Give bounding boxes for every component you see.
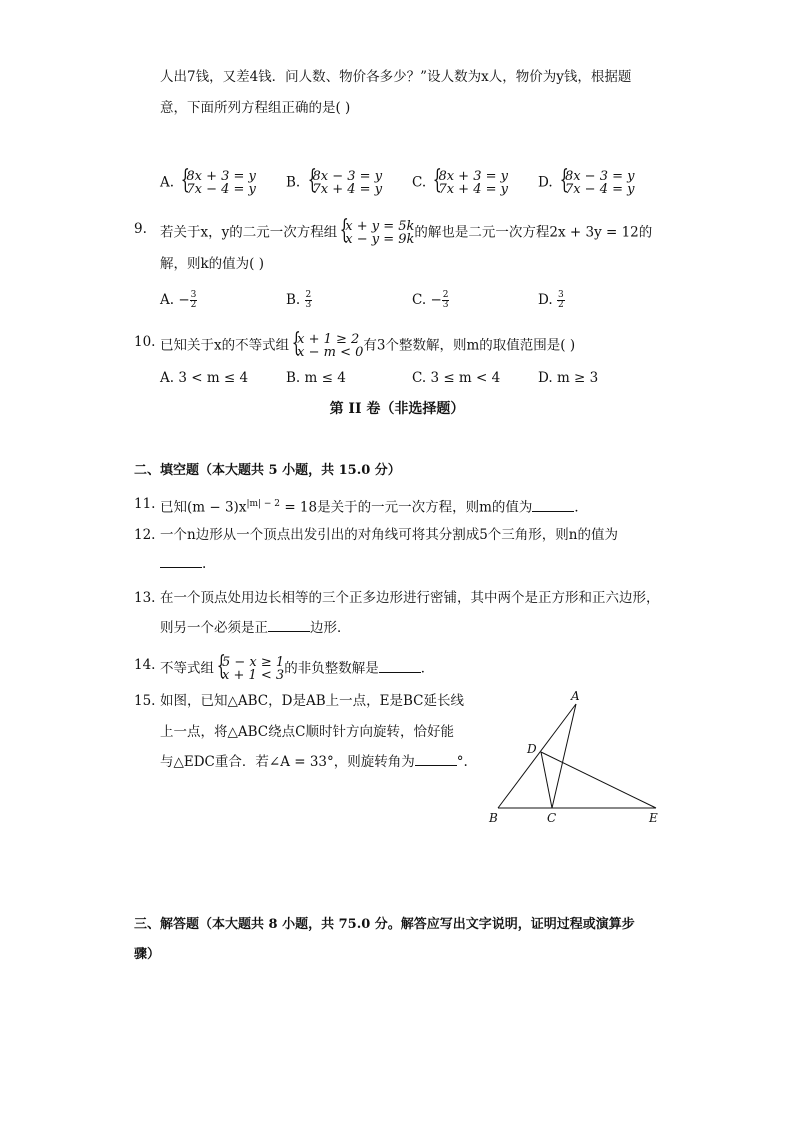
q13-stem-line1: 在一个顶点处用边长相等的三个正多边形进行密铺，其中两个是正方形和正六边形， <box>160 590 660 606</box>
section-title-3-cont: 骤） <box>134 947 161 962</box>
q12-answer-line: . <box>160 555 206 573</box>
q9-stem-line1: 若关于x，y的二元一次方程组 { x + y = 5k x − y = 9k 的解也是二元一次方程2x + 3y = 12的 <box>160 220 652 246</box>
equation-system: { 8x − 3 = y 7x + 4 = y <box>305 170 383 196</box>
q11-number: 11. <box>134 496 156 512</box>
q9-option-c[interactable]: C. − $\frac{2}{3}$ <box>412 290 449 310</box>
segment-dc <box>541 752 552 808</box>
q9-option-a[interactable]: A. − $\frac{3}{2}$ <box>160 290 197 310</box>
q13-stem-line2: 则另一个必须是正 边形． <box>160 620 351 636</box>
q11-stem: 已知$(m - 3)x^{|m| - 2} = 18$是关于的一元一次方程，则m的值为 ． <box>160 499 588 516</box>
answer-blank[interactable] <box>415 753 457 766</box>
q8-stem-line1: 人出7钱，又差4钱．问人数、物价各多少？”设人数为x人，物价为y钱，根据题 <box>160 69 632 85</box>
q10-option-c[interactable]: C. 3 ≤ m < 4 <box>412 370 501 386</box>
section-title-3: 三、解答题（本大题共 8 小题，共 75.0 分。解答应写出文字说明，证明过程或演算步 <box>134 917 635 932</box>
q8-option-b[interactable]: B. { 8x − 3 = y 7x + 4 = y <box>286 170 382 196</box>
part-title: 第 II 卷（非选择题） <box>329 401 465 417</box>
q9-stem-line2: 解，则k的值为( ) <box>160 256 265 272</box>
inequality-system: { 5 − x ≥ 1 x + 1 < 3 <box>214 656 284 682</box>
q10-option-a[interactable]: A. 3 < m ≤ 4 <box>160 370 249 386</box>
label-a: A <box>571 689 580 703</box>
answer-blank[interactable] <box>379 660 421 673</box>
q8-stem-line2: 意，下面所列方程组正确的是( ) <box>160 100 351 116</box>
q12-number: 12. <box>134 527 156 543</box>
q8-option-c[interactable]: C. { 8x + 3 = y 7x + 4 = y <box>412 170 508 196</box>
q10-option-d[interactable]: D. m ≥ 3 <box>538 370 599 386</box>
q9-number: 9. <box>134 221 147 237</box>
equation-system: { 8x + 3 = y 7x − 4 = y <box>178 170 256 196</box>
q10-option-b[interactable]: B. m ≤ 4 <box>286 370 346 386</box>
answer-blank[interactable] <box>532 499 574 512</box>
label-e: E <box>649 811 658 825</box>
equation-system: { x + y = 5k x − y = 9k <box>337 220 414 246</box>
label-c: C <box>547 811 557 825</box>
equation-system: { 8x − 3 = y 7x − 4 = y <box>557 170 635 196</box>
answer-blank[interactable] <box>268 619 310 632</box>
label-d: D <box>527 742 537 756</box>
q8-option-a[interactable]: A. { 8x + 3 = y 7x − 4 = y <box>160 170 256 196</box>
q9-option-d[interactable]: D. $\frac{3}{2}$ <box>538 290 564 310</box>
q12-stem: 一个n边形从一个顶点出发引出的对角线可将其分割成5个三角形，则n的值为 <box>160 527 618 543</box>
q14-stem: 不等式组 { 5 − x ≥ 1 x + 1 < 3 的非负整数解是 ． <box>160 656 434 682</box>
q15-number: 15. <box>134 693 156 709</box>
answer-blank[interactable] <box>160 555 202 568</box>
q15-stem-line1: 如图，已知△ABC，D是AB上一点，E是BC延长线 <box>160 693 464 709</box>
equation-system: { 8x + 3 = y 7x + 4 = y <box>430 170 508 196</box>
q9-option-b[interactable]: B. $\frac{2}{3}$ <box>286 290 312 310</box>
q15-stem-line3: 与△EDC重合．若∠A = 33°，则旋转角为 °. <box>160 754 468 770</box>
q14-number: 14. <box>134 657 156 673</box>
triangle-figure <box>480 685 670 830</box>
inequality-system: { x + 1 ≥ 2 x − m < 0 <box>289 333 363 359</box>
label-b: B <box>489 811 498 825</box>
q10-number: 10. <box>134 334 156 350</box>
q10-stem: 已知关于x的不等式组 { x + 1 ≥ 2 x − m < 0 有3个整数解，则m的取值范围是( ) <box>160 333 575 359</box>
q13-number: 13. <box>134 590 156 606</box>
q8-option-d[interactable]: D. { 8x − 3 = y 7x − 4 = y <box>538 170 634 196</box>
section-title: 二、填空题（本大题共 5 小题，共 15.0 分） <box>134 463 401 478</box>
q15-stem-line2: 上一点，将△ABC绕点C顺时针方向旋转，恰好能 <box>160 724 454 740</box>
